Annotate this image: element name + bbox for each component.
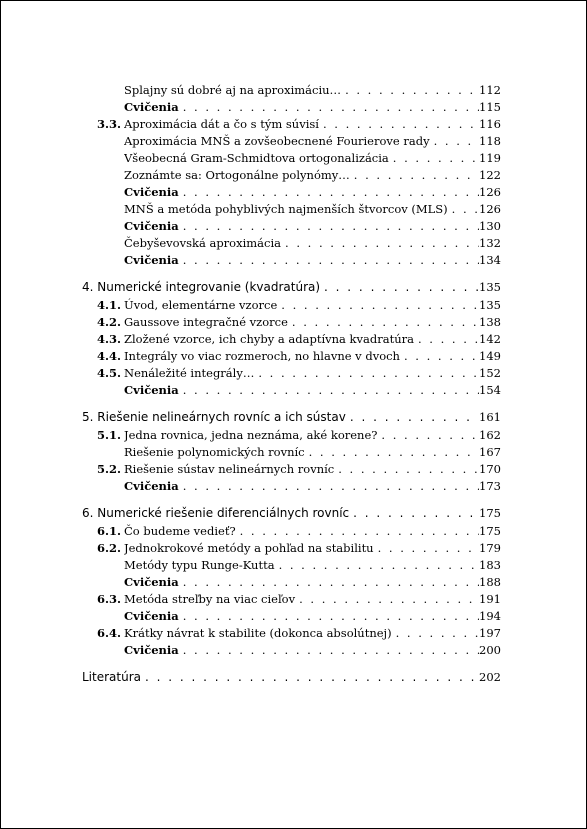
section-number: 4.3. — [97, 332, 122, 346]
entry-page-number: 194 — [479, 609, 501, 623]
leader-dots — [396, 625, 479, 642]
leader-dots — [452, 201, 479, 218]
leader-dots — [354, 167, 479, 184]
entry-title: Úvod, elementárne vzorce — [124, 298, 278, 312]
leader-dots — [323, 116, 479, 133]
toc-subsection-entry[interactable] — [0, 150, 587, 167]
entry-page-number: 126 — [479, 185, 501, 199]
toc-subsection-entry[interactable] — [0, 201, 587, 218]
leader-dots — [350, 409, 479, 426]
toc-section-entry[interactable] — [0, 625, 587, 642]
leader-dots — [299, 591, 479, 608]
chapter-page-number: 175 — [479, 506, 501, 520]
entry-page-number: 118 — [479, 134, 501, 148]
literature-title: Literatúra — [82, 670, 141, 684]
entry-page-number: 183 — [479, 558, 501, 572]
entry-page-number: 142 — [479, 332, 501, 346]
toc-section-entry[interactable] — [0, 523, 587, 540]
entry-title: Zložené vzorce, ich chyby a adaptívna kvadratúra — [124, 332, 414, 346]
entry-page-number: 112 — [479, 83, 501, 97]
leader-dots — [183, 642, 479, 659]
entry-title: Aproximácia MNŠ a zovšeobecnené Fourierove rady — [124, 134, 430, 148]
toc-exercises-entry[interactable] — [0, 184, 587, 201]
entry-title: Cvičenia — [124, 185, 179, 199]
leader-dots — [145, 669, 479, 686]
entry-page-number: 200 — [479, 643, 501, 657]
entry-title: Cvičenia — [124, 383, 179, 397]
leader-dots — [353, 505, 479, 522]
entry-title: Čebyševovská aproximácia — [124, 236, 282, 250]
entry-title: Cvičenia — [124, 479, 179, 493]
chapter-title: Riešenie nelineárnych rovníc a ich sústav — [97, 410, 346, 424]
section-number: 5.1. — [97, 428, 122, 442]
leader-dots — [404, 348, 479, 365]
toc-block-chapter-4 — [0, 297, 587, 399]
entry-page-number: 179 — [479, 541, 501, 555]
section-number: 6.1. — [97, 524, 122, 538]
toc-block-chapter-3-continued — [0, 82, 587, 269]
entry-title: Krátky návrat k stabilite (dokonca absolútnej) — [124, 626, 392, 640]
chapter-number: 6. — [82, 506, 94, 520]
leader-dots — [258, 365, 479, 382]
toc-block-chapter-6 — [0, 523, 587, 659]
entry-page-number: 134 — [479, 253, 501, 267]
leader-dots — [434, 133, 479, 150]
entry-title: Cvičenia — [124, 643, 179, 657]
chapter-page-number: 161 — [479, 410, 501, 424]
toc-section-entry[interactable] — [0, 365, 587, 382]
entry-title: Všeobecná Gram-Schmidtova ortogonalizácia — [124, 151, 389, 165]
entry-title: Riešenie polynomických rovníc — [124, 445, 305, 459]
entry-page-number: 135 — [479, 298, 501, 312]
leader-dots — [183, 478, 479, 495]
entry-title: Cvičenia — [124, 100, 179, 114]
entry-page-number: 162 — [479, 428, 501, 442]
toc-exercises-entry[interactable] — [0, 642, 587, 659]
leader-dots — [285, 235, 479, 252]
toc-block-chapter-5 — [0, 427, 587, 495]
section-number: 6.2. — [97, 541, 122, 555]
entry-title: Čo budeme vedieť? — [124, 524, 236, 538]
toc-subsection-entry[interactable] — [0, 82, 587, 99]
toc-exercises-entry[interactable] — [0, 382, 587, 399]
entry-page-number: 126 — [479, 202, 501, 216]
entry-page-number: 170 — [479, 462, 501, 476]
entry-page-number: 116 — [479, 117, 501, 131]
entry-title: Gaussove integračné vzorce — [124, 315, 288, 329]
entry-page-number: 138 — [479, 315, 501, 329]
leader-dots — [378, 540, 479, 557]
toc-section-entry[interactable] — [0, 331, 587, 348]
leader-dots — [183, 382, 479, 399]
toc-section-entry[interactable] — [0, 116, 587, 133]
leader-dots — [183, 218, 479, 235]
leader-dots — [338, 461, 479, 478]
entry-page-number: 173 — [479, 479, 501, 493]
leader-dots — [183, 608, 479, 625]
toc-section-entry[interactable] — [0, 348, 587, 365]
toc-exercises-entry[interactable] — [0, 218, 587, 235]
toc-exercises-entry[interactable] — [0, 574, 587, 591]
toc-section-entry[interactable] — [0, 297, 587, 314]
toc-section-entry[interactable] — [0, 461, 587, 478]
section-number: 4.5. — [97, 366, 122, 380]
toc-chapter-5[interactable] — [0, 409, 587, 427]
literature-page-number: 202 — [479, 670, 501, 684]
entry-page-number: 167 — [479, 445, 501, 459]
toc-subsection-entry[interactable] — [0, 167, 587, 184]
leader-dots — [281, 297, 479, 314]
chapter-number: 5. — [82, 410, 94, 424]
entry-page-number: 132 — [479, 236, 501, 250]
toc-chapter-6[interactable] — [0, 505, 587, 523]
toc-subsection-entry[interactable] — [0, 235, 587, 252]
toc-chapter-4[interactable] — [0, 279, 587, 297]
entry-page-number: 149 — [479, 349, 501, 363]
section-number: 5.2. — [97, 462, 122, 476]
toc-exercises-entry[interactable] — [0, 608, 587, 625]
chapter-number: 4. — [82, 280, 94, 294]
entry-title: Jedna rovnica, jedna neznáma, aké korene? — [124, 428, 378, 442]
section-number: 3.3. — [97, 117, 122, 131]
toc-exercises-entry[interactable] — [0, 478, 587, 495]
toc-subsection-entry[interactable] — [0, 133, 587, 150]
table-of-contents — [0, 82, 587, 687]
leader-dots — [183, 99, 479, 116]
entry-title: Nenáležité integrály… — [124, 366, 255, 380]
chapter-page-number: 135 — [479, 280, 501, 294]
entry-title: Splajny sú dobré aj na aproximáciu… — [124, 83, 342, 97]
section-number: 4.4. — [97, 349, 122, 363]
chapter-title: Numerické integrovanie (kvadratúra) — [97, 280, 321, 294]
leader-dots — [418, 331, 479, 348]
entry-title: MNŠ a metóda pohyblivých najmenších štvorcov (MLS) — [124, 202, 448, 216]
section-number: 4.1. — [97, 298, 122, 312]
leader-dots — [183, 252, 479, 269]
entry-title: Riešenie sústav nelineárnych rovníc — [124, 462, 335, 476]
entry-title: Metódy typu Runge-Kutta — [124, 558, 275, 572]
entry-title: Cvičenia — [124, 609, 179, 623]
entry-page-number: 188 — [479, 575, 501, 589]
entry-page-number: 115 — [479, 100, 501, 114]
entry-title: Metóda streľby na viac cieľov — [124, 592, 296, 606]
toc-section-entry[interactable] — [0, 540, 587, 557]
toc-exercises-entry[interactable] — [0, 252, 587, 269]
toc-exercises-entry[interactable] — [0, 99, 587, 116]
section-number: 6.3. — [97, 592, 122, 606]
entry-title: Integrály vo viac rozmeroch, no hlavne v dvoch — [124, 349, 400, 363]
leader-dots — [183, 184, 479, 201]
leader-dots — [240, 523, 479, 540]
entry-page-number: 197 — [479, 626, 501, 640]
entry-page-number: 119 — [479, 151, 501, 165]
entry-page-number: 191 — [479, 592, 501, 606]
section-number: 6.4. — [97, 626, 122, 640]
toc-subsection-entry[interactable] — [0, 444, 587, 461]
toc-subsection-entry[interactable] — [0, 557, 587, 574]
toc-section-entry[interactable] — [0, 314, 587, 331]
leader-dots — [309, 444, 479, 461]
leader-dots — [292, 314, 479, 331]
chapter-title: Numerické riešenie diferenciálnych rovníc — [97, 506, 350, 520]
entry-title: Jednokrokové metódy a pohľad na stabilitu — [124, 541, 374, 555]
entry-page-number: 122 — [479, 168, 501, 182]
leader-dots — [279, 557, 479, 574]
entry-page-number: 154 — [479, 383, 501, 397]
entry-title: Cvičenia — [124, 253, 179, 267]
entry-title: Cvičenia — [124, 575, 179, 589]
leader-dots — [324, 279, 479, 296]
leader-dots — [381, 427, 479, 444]
leader-dots — [345, 82, 479, 99]
entry-title: Aproximácia dát a čo s tým súvisí — [124, 117, 319, 131]
section-number: 4.2. — [97, 315, 122, 329]
entry-title: Zoznámte sa: Ortogonálne polynómy… — [124, 168, 350, 182]
leader-dots — [183, 574, 479, 591]
entry-title: Cvičenia — [124, 219, 179, 233]
leader-dots — [393, 150, 479, 167]
toc-literature[interactable] — [0, 669, 587, 687]
toc-section-entry[interactable] — [0, 427, 587, 444]
entry-page-number: 152 — [479, 366, 501, 380]
entry-page-number: 175 — [479, 524, 501, 538]
entry-page-number: 130 — [479, 219, 501, 233]
toc-section-entry[interactable] — [0, 591, 587, 608]
